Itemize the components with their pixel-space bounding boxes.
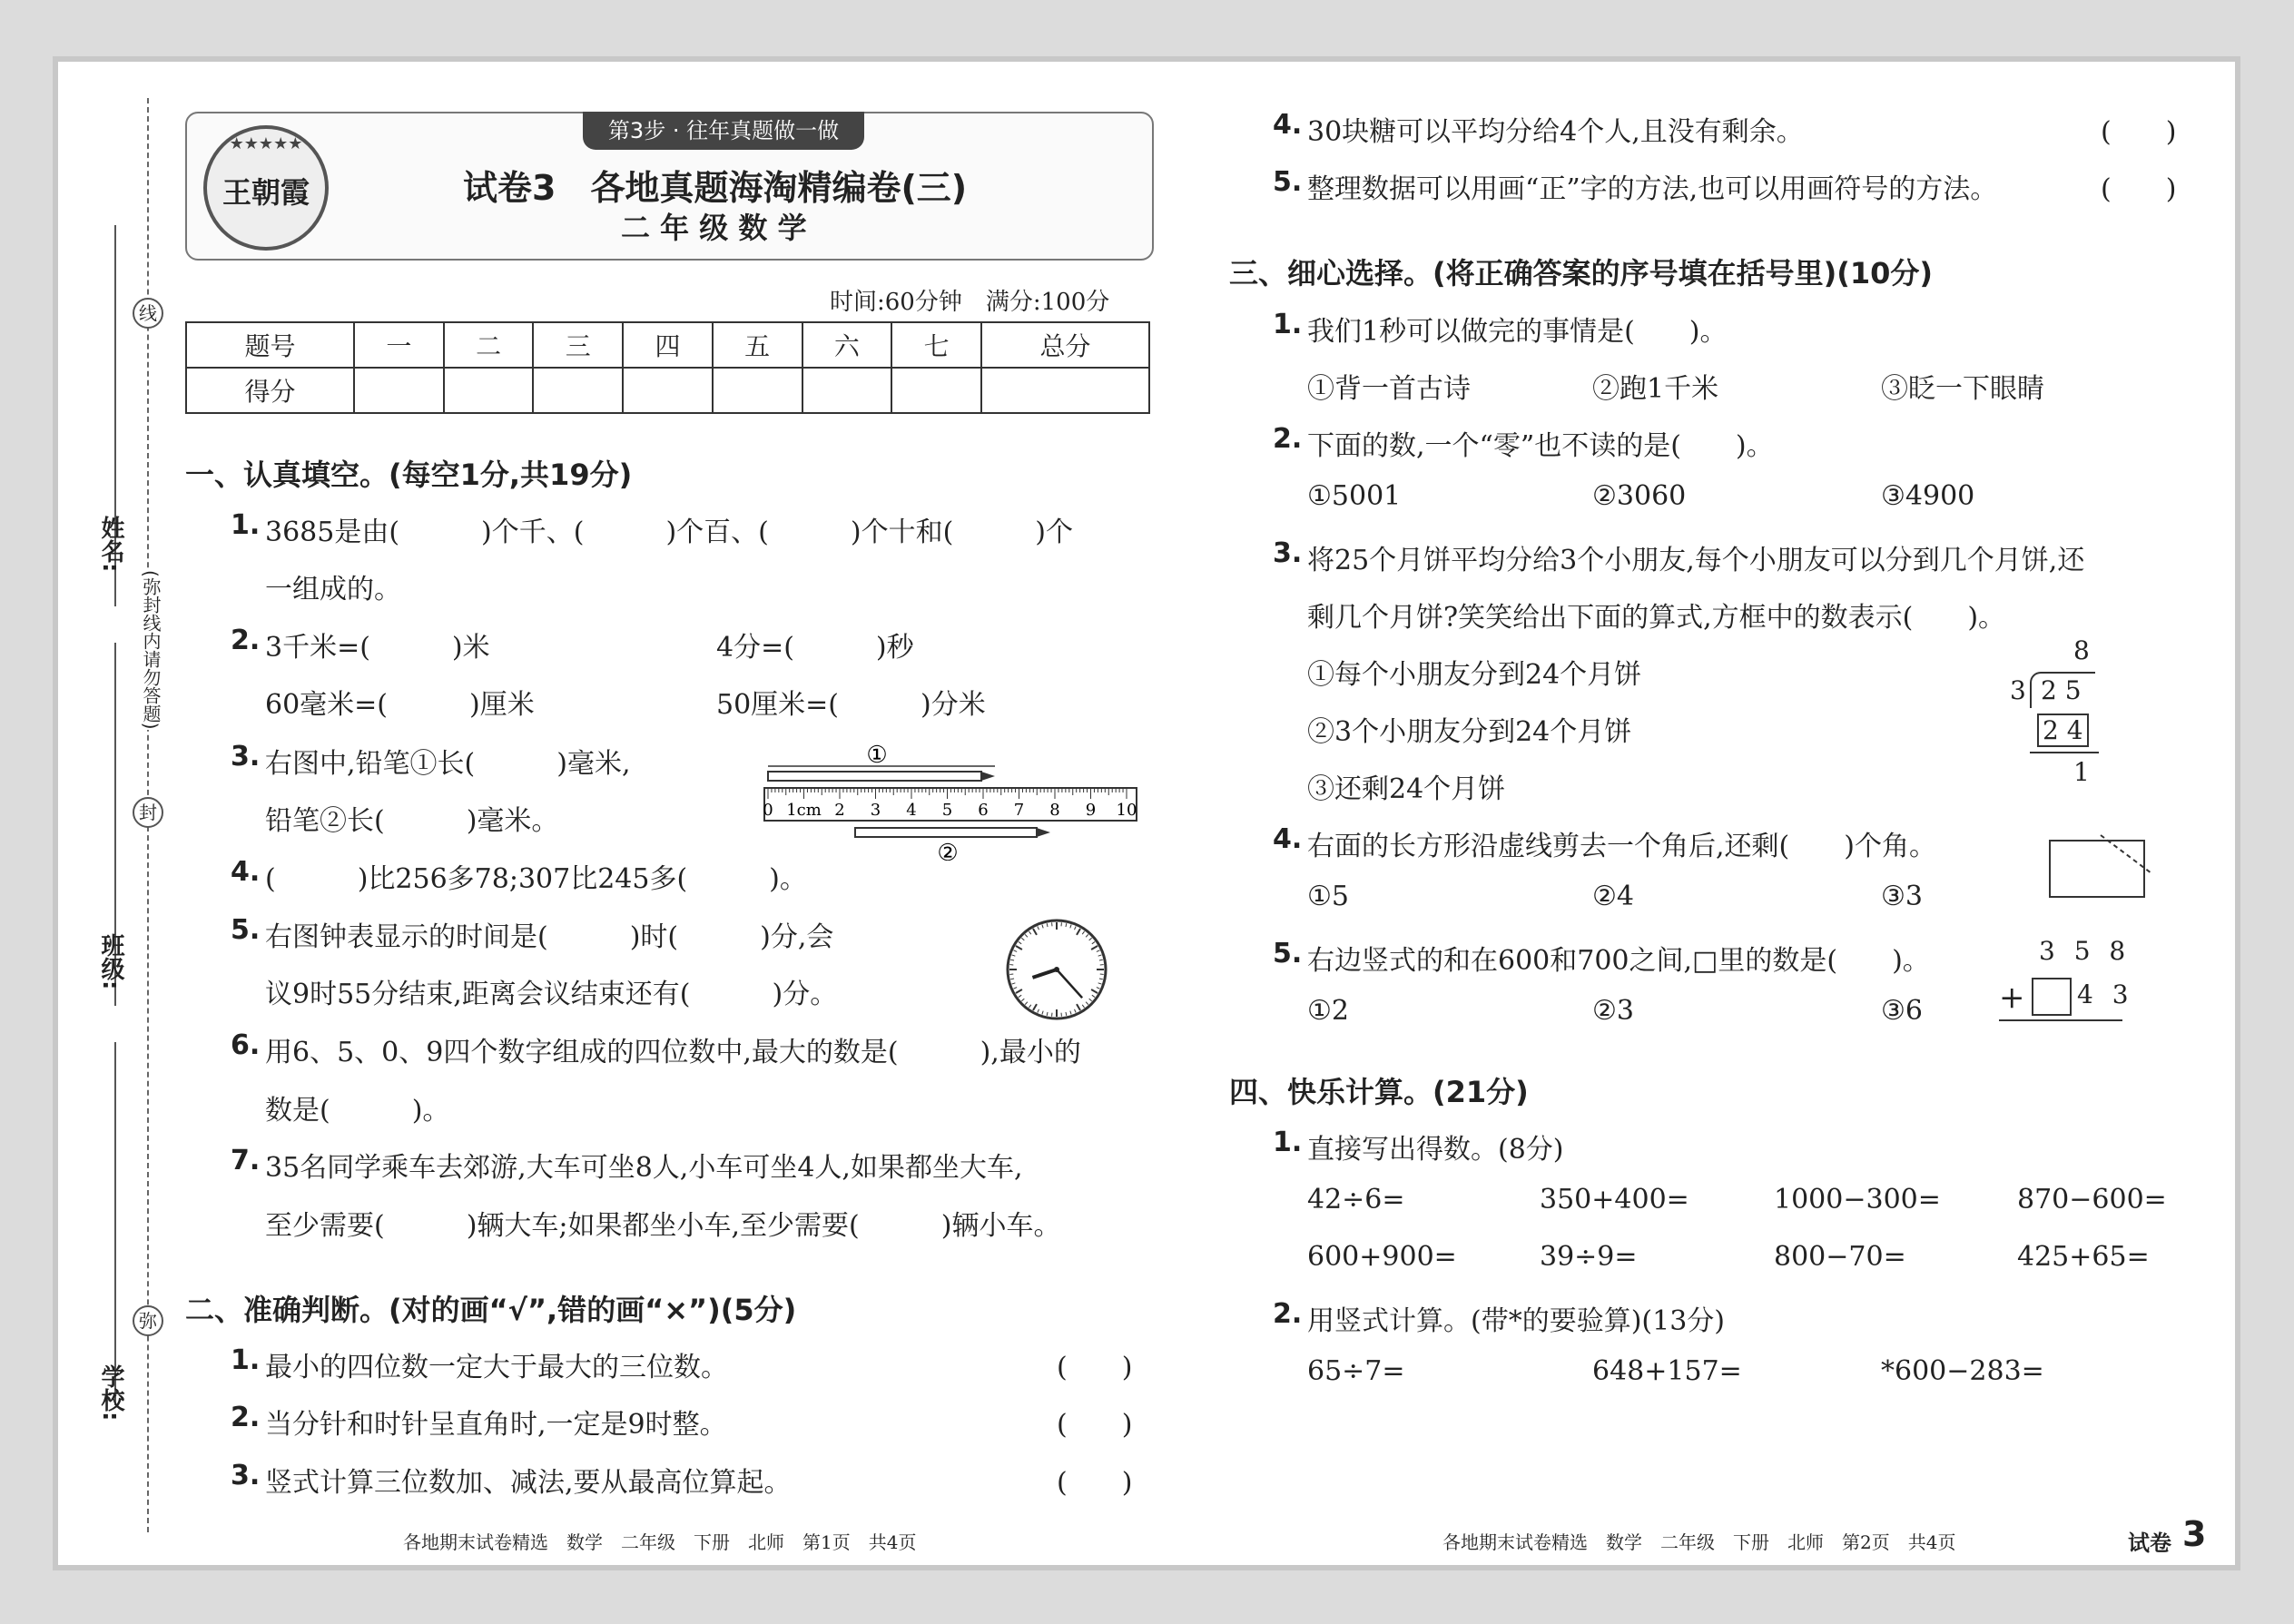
q-number: 3. xyxy=(231,1460,261,1491)
ruler-figure xyxy=(757,733,1157,861)
calc-item: 350+400= xyxy=(1540,1184,1689,1216)
q-number: 1. xyxy=(1273,1127,1303,1158)
div-divisor: 3 xyxy=(2010,675,2026,705)
fill-line-school xyxy=(114,1042,116,1405)
option: ②跑1千米 xyxy=(1592,373,1719,405)
q-number: 2. xyxy=(231,625,261,656)
ruler-label: 3 xyxy=(870,801,881,820)
score-table-score-row xyxy=(186,368,1149,413)
vertical-addition xyxy=(1999,929,2134,1029)
score-input-cell[interactable] xyxy=(713,368,802,413)
name-label: 姓名: xyxy=(97,516,124,573)
option: ③6 xyxy=(1881,995,1923,1027)
score-cell: 三 xyxy=(533,322,623,368)
score-cell: 六 xyxy=(802,322,892,368)
s3-q3-line1: 将25个月饼平均分给3个小朋友,每个小朋友可以分到几个月饼,还 xyxy=(1307,545,2085,576)
paper-label: 试卷 xyxy=(2128,1530,2171,1556)
option: ③4900 xyxy=(1881,480,1975,512)
div-remainder: 1 xyxy=(2073,757,2090,787)
score-cell: 二 xyxy=(444,322,534,368)
ruler-label: 1cm xyxy=(786,801,822,820)
score-input-cell[interactable] xyxy=(533,368,623,413)
s1-q6-line2: 数是( )。 xyxy=(265,1095,450,1127)
option: ①5 xyxy=(1307,881,1349,912)
s3-q5: 右边竖式的和在600和700之间,□里的数是( )。 xyxy=(1307,945,1930,977)
binding-note: (弥封线内请勿答题) xyxy=(138,570,164,730)
div-line xyxy=(2030,752,2099,753)
ruler-label: 0 xyxy=(763,801,773,820)
s2-q2: 当分针和时针呈直角时,一定是9时整。 xyxy=(265,1409,727,1441)
s1-q5-line2: 议9时55分结束,距离会议结束还有( )分。 xyxy=(265,979,838,1010)
binding-mark-mi: 弥 xyxy=(133,1305,163,1336)
option: ①每个小朋友分到24个月饼 xyxy=(1307,659,1642,691)
ruler-label: 9 xyxy=(1085,801,1097,820)
option: ②3060 xyxy=(1592,480,1687,512)
s1-q2-d: 50厘米=( )分米 xyxy=(716,689,986,721)
q-number: 3. xyxy=(1273,537,1303,569)
answer-paren[interactable]: ( ) xyxy=(1057,1352,1133,1383)
s2-q4: 30块糖可以平均分给4个人,且没有剩余。 xyxy=(1307,116,1804,148)
s2-q1: 最小的四位数一定大于最大的三位数。 xyxy=(265,1352,728,1383)
s1-q4: ( )比256多78;307比245多( )。 xyxy=(265,863,807,895)
q-number: 1. xyxy=(1273,309,1303,340)
calc-item: *600−283= xyxy=(1881,1355,2044,1387)
paper-number: 3 xyxy=(2182,1514,2207,1554)
q-number: 5. xyxy=(1273,166,1303,198)
div-product-box: 2 4 xyxy=(2037,714,2089,747)
vert-blank-box[interactable] xyxy=(2032,978,2072,1016)
s1-q5-line1: 右图钟表显示的时间是( )时( )分,会 xyxy=(265,921,834,953)
vert-bottom: 4 3 xyxy=(2077,979,2134,1009)
option: ①5001 xyxy=(1307,480,1402,512)
pencil-1 xyxy=(768,772,995,781)
q-number: 2. xyxy=(1273,1298,1303,1330)
option: ②3 xyxy=(1592,995,1634,1027)
option: ②4 xyxy=(1592,881,1634,912)
answer-paren[interactable]: ( ) xyxy=(2101,116,2177,148)
q-number: 2. xyxy=(1273,423,1303,455)
section2-title: 二、准确判断。(对的画“√”,错的画“×”)(5分) xyxy=(185,1293,797,1327)
pencil-1-label: ① xyxy=(866,742,888,769)
option: ①背一首古诗 xyxy=(1307,373,1471,405)
s1-q7-line1: 35名同学乘车去郊游,大车可坐8人,小车可坐4人,如果都坐大车, xyxy=(265,1152,1023,1184)
answer-paren[interactable]: ( ) xyxy=(1057,1467,1133,1499)
s1-q2-b: 4分=( )秒 xyxy=(716,632,914,664)
s2-q3: 竖式计算三位数加、减法,要从最高位算起。 xyxy=(265,1467,792,1499)
score-cell: 题号 xyxy=(186,322,354,368)
score-table-header-row xyxy=(186,322,1149,368)
exam-subtitle: 二 年 级 数 学 xyxy=(621,211,807,245)
binding-mark-xian: 线 xyxy=(133,298,163,329)
calc-item: 648+157= xyxy=(1592,1355,1742,1387)
logo-stars-icon: ★★★★★ xyxy=(229,134,303,153)
logo xyxy=(203,125,329,251)
score-input-cell[interactable] xyxy=(354,368,444,413)
division-figure xyxy=(2010,635,2119,808)
option: ③3 xyxy=(1881,881,1923,912)
ruler-label: 5 xyxy=(941,801,953,820)
calc-item: 39÷9= xyxy=(1540,1241,1638,1273)
step-tab: 第3步 · 往年真题做一做 xyxy=(583,112,864,150)
option: ③眨一下眼睛 xyxy=(1881,373,2044,405)
ruler-label: 7 xyxy=(1013,801,1025,820)
binding-mark-feng: 封 xyxy=(133,797,163,828)
score-input-cell[interactable] xyxy=(981,368,1149,413)
score-input-cell[interactable] xyxy=(444,368,534,413)
school-label: 学校: xyxy=(97,1364,124,1422)
q-number: 1. xyxy=(231,509,261,541)
score-cell: 七 xyxy=(891,322,981,368)
ruler-label: 2 xyxy=(834,801,845,820)
q-number: 1. xyxy=(231,1344,261,1376)
calc-item: 42÷6= xyxy=(1307,1184,1405,1216)
footer-left: 各地期末试卷精选 数学 二年级 下册 北师 第1页 共4页 xyxy=(403,1531,917,1553)
q-number: 6. xyxy=(231,1029,261,1061)
q-number: 5. xyxy=(1273,938,1303,969)
section4-title: 四、快乐计算。(21分) xyxy=(1229,1075,1529,1109)
option: ②3个小朋友分到24个月饼 xyxy=(1307,716,1632,748)
s1-q1-line1: 3685是由( )个千、( )个百、( )个十和( )个 xyxy=(265,517,1073,548)
s1-q3-line2: 铅笔②长( )毫米。 xyxy=(265,805,559,837)
score-row-label: 得分 xyxy=(186,368,354,413)
exam-title: 试卷3 各地真题海淘精编卷(三) xyxy=(463,168,968,208)
pencil-2 xyxy=(855,828,1050,837)
footer-right: 各地期末试卷精选 数学 二年级 下册 北师 第2页 共4页 xyxy=(1442,1531,1956,1553)
calc-item: 1000−300= xyxy=(1774,1184,1941,1216)
div-dividend: 2 5 xyxy=(2041,675,2082,705)
class-label: 班级: xyxy=(97,933,124,990)
exam-sheet xyxy=(53,56,2240,1570)
s1-q6-line1: 用6、5、0、9四个数字组成的四位数中,最大的数是( ),最小的 xyxy=(265,1037,1081,1068)
section1-title: 一、认真填空。(每空1分,共19分) xyxy=(185,458,633,492)
q-number: 3. xyxy=(231,741,261,773)
vert-top: 3 5 8 xyxy=(2039,936,2132,966)
answer-paren[interactable]: ( ) xyxy=(1057,1409,1133,1441)
s4-q1: 直接写出得数。(8分) xyxy=(1307,1134,1564,1166)
score-table xyxy=(185,321,1150,414)
time-info: 时间:60分钟 满分:100分 xyxy=(830,289,1110,316)
score-input-cell[interactable] xyxy=(891,368,981,413)
option: ①2 xyxy=(1307,995,1349,1027)
score-cell: 总分 xyxy=(981,322,1149,368)
q-number: 2. xyxy=(231,1402,261,1433)
pencil-2-label: ② xyxy=(937,840,959,861)
q-number: 7. xyxy=(231,1145,261,1176)
score-cell: 一 xyxy=(354,322,444,368)
s2-q5: 整理数据可以用画“正”字的方法,也可以用画符号的方法。 xyxy=(1307,173,1998,205)
q-number: 5. xyxy=(231,914,261,946)
section3-title: 三、细心选择。(将正确答案的序号填在括号里)(10分) xyxy=(1229,256,1934,290)
logo-text: 王朝霞 xyxy=(222,175,310,210)
q-number: 4. xyxy=(231,856,261,888)
vert-plus: + xyxy=(1999,979,2025,1016)
s3-q1: 我们1秒可以做完的事情是( )。 xyxy=(1307,316,1728,348)
calc-item: 65÷7= xyxy=(1307,1355,1405,1387)
s1-q1-line2: 一组成的。 xyxy=(265,574,401,605)
score-cell: 五 xyxy=(713,322,802,368)
option: ③还剩24个月饼 xyxy=(1307,773,1506,805)
calc-item: 800−70= xyxy=(1774,1241,1906,1273)
calc-item: 870−600= xyxy=(2017,1184,2167,1216)
ruler-label: 8 xyxy=(1049,801,1060,820)
answer-paren[interactable]: ( ) xyxy=(2101,173,2177,205)
s4-q2: 用竖式计算。(带*的要验算)(13分) xyxy=(1307,1305,1725,1337)
vert-line xyxy=(1999,1019,2122,1021)
calc-item: 600+900= xyxy=(1307,1241,1457,1273)
score-cell: 四 xyxy=(623,322,713,368)
s3-q4: 右面的长方形沿虚线剪去一个角后,还剩( )个角。 xyxy=(1307,831,1936,862)
q-number: 4. xyxy=(1273,109,1303,141)
score-input-cell[interactable] xyxy=(802,368,892,413)
div-quotient: 8 xyxy=(2073,635,2090,665)
s1-q2-c: 60毫米=( )厘米 xyxy=(265,689,535,721)
q-number: 4. xyxy=(1273,823,1303,855)
s1-q7-line2: 至少需要( )辆大车;如果都坐小车,至少需要( )辆小车。 xyxy=(265,1210,1061,1242)
s1-q2-a: 3千米=( )米 xyxy=(265,632,490,664)
ruler-label: 4 xyxy=(906,801,917,820)
ruler-label: 6 xyxy=(978,801,989,820)
calc-item: 425+65= xyxy=(2017,1241,2150,1273)
rectangle-figure xyxy=(2046,832,2155,904)
score-input-cell[interactable] xyxy=(623,368,713,413)
ruler-label: 10 xyxy=(1116,801,1137,820)
clock-figure xyxy=(1002,915,1111,1024)
s1-q3-line1: 右图中,铅笔①长( )毫米, xyxy=(265,748,631,780)
s3-q2: 下面的数,一个“零”也不读的是( )。 xyxy=(1307,430,1774,462)
s3-q3-line2: 剩几个月饼?笑笑给出下面的算式,方框中的数表示( )。 xyxy=(1307,602,2006,634)
